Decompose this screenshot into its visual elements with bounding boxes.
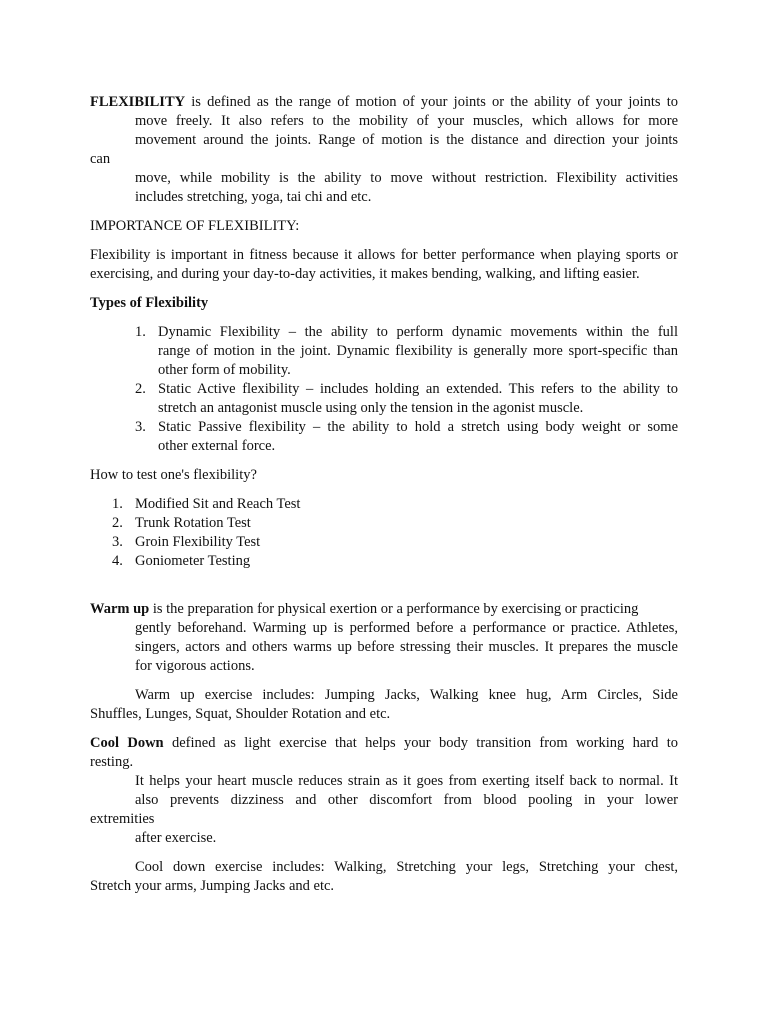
warmup-definition: Warm up is the preparation for physical exertion or a performance by exercising or practicing gently beforehand. Warming up is performed before a performance or practice. Athletes, singers, actors and others warms up before stressing their muscles. It prepares the muscle for vigorous actions. <box>90 601 678 674</box>
flexibility-line-1: is defined as the range of motion of your joints or the ability of your joints to <box>191 94 679 110</box>
importance-paragraph <box>90 246 678 284</box>
importance-line-1: Flexibility is important in fitness because it allows for better performance when playing sports or <box>90 247 678 263</box>
flexibility-line-2: move freely. It also refers to the mobility of your muscles, which allows for more <box>135 113 678 129</box>
cooldown-definition: Cool Down defined as light exercise that helps your body transition from working hard to resting. It helps your heart muscle reduces strain as it goes from exerting itself back to normal. It also prevents dizziness and other discomfort from blood pooling in your lower extremities after exercise. <box>90 735 679 846</box>
list-item: 2. Static Active flexibility – includes holding an extended. This refers to the ability to stretch an antagonist muscle using only the tension in the agonist muscle. <box>135 381 678 416</box>
list-item: 3. Static Passive flexibility – the ability to hold a stretch using body weight or some other external force. <box>135 419 678 454</box>
cooldown-term: Cool Down <box>90 735 164 751</box>
importance-heading: IMPORTANCE OF FLEXIBILITY: <box>90 218 300 234</box>
list-item: 3. Groin Flexibility Test <box>112 534 261 550</box>
flexibility-line-6: includes stretching, yoga, tai chi and etc. <box>135 189 372 205</box>
document-page <box>90 93 678 896</box>
list-item: 4. Goniometer Testing <box>112 553 251 569</box>
list-item: 1. Modified Sit and Reach Test <box>112 496 301 512</box>
flexibility-term: FLEXIBILITY <box>90 94 186 110</box>
flexibility-line-4: can <box>90 151 111 167</box>
list-item: 2. Trunk Rotation Test <box>112 515 251 531</box>
tests-list <box>90 495 678 571</box>
cooldown-exercises: Cool down exercise includes: Walking, Stretching your legs, Stretching your chest, Stretch your arms, Jumping Jacks and etc. <box>90 859 678 894</box>
list-item: 1. Dynamic Flexibility – the ability to perform dynamic movements within the full range of motion in the joint. Dynamic flexibility is generally more sport-specific than other form of mobility. <box>135 324 678 378</box>
flexibility-line-5: move, while mobility is the ability to move without restriction. Flexibility activities <box>135 170 678 186</box>
tests-question: How to test one's flexibility? <box>90 467 257 483</box>
types-heading: Types of Flexibility <box>90 295 209 311</box>
warmup-term: Warm up <box>90 601 150 617</box>
flexibility-definition <box>90 93 678 207</box>
types-list <box>90 323 678 456</box>
warmup-exercises: Warm up exercise includes: Jumping Jacks, Walking knee hug, Arm Circles, Side Shuffles, Lunges, Squat, Shoulder Rotation and etc. <box>90 687 678 722</box>
flexibility-line-3: movement around the joints. Range of motion is the distance and direction your joints <box>135 132 678 148</box>
importance-line-2: exercising, and during your day-to-day activities, it makes bending, walking, and lifting easier. <box>90 266 640 282</box>
